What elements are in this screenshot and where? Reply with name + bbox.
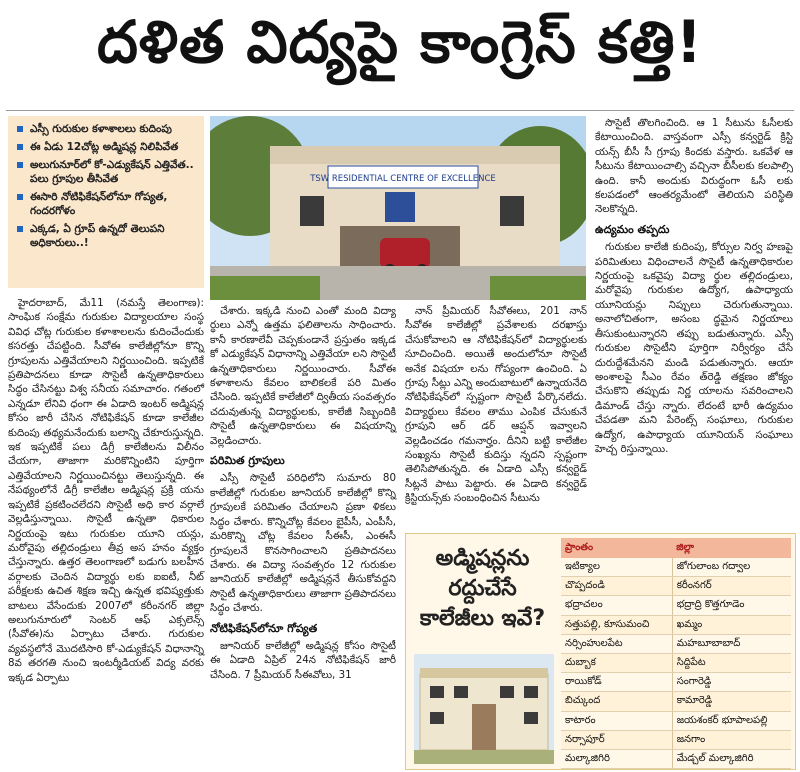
college-building-photo [210, 116, 586, 300]
paragraph: నాన్ ప్రీమియర్ సీవోఈలు, 201 నాన్ సీవోఈ కాలేజీల్లో ప్రవేశాలకు దరఖాస్తు చేసుకోవాలని ఆ నోటిఫికేషన్‌లో విద్యార్థులకు సూచించింది. అయితే అందులోనూ సొసైటీ అనేక విషయా లను గోప్యంగా ఉంచింది. ఏ గ్రూపు సీట్లు ఎన్ని అందుబాటులో ఉన్నాయనేది నోటిఫికేషన్‌లో స్పష్టంగా సొసైటీ పేర్కొనలేదు. విద్యార్థులు కేవలం తాము ఎంపిక చేసుకునే గ్రూపుని ఆర్ డర్ ఆప్షన్ ఇవ్వాలని వెల్లడించడం గమనార్హం. దీనిని బట్టి కాలేజీల సంఖ్యను సొసైటీ కుదిస్తు న్నదని స్పష్టంగా తెలిసిపోతున్నది. ఈ ఏడాది ఎస్సీ కన్వర్టెడ్ సీట్లనే పాటు పెట్టారు. ఈ ఏడాది కన్వర్టెడ్ క్రిస్టియన్స్‌కు సంబంధించిన సీటును [405, 305, 587, 505]
highlight-item: ఈ ఏడు 12చోట్ల అడ్మిషన్ల నిలిపివేత [14, 140, 198, 154]
building-sign: TSW RESIDENTIAL CENTRE OF EXCELLENCE [310, 174, 496, 184]
table-row [561, 596, 791, 615]
table-row [561, 558, 791, 577]
cell-place: భద్రాచలం [561, 596, 672, 615]
table-row [561, 749, 791, 768]
cell-place: మల్కాజిగిరి [561, 749, 672, 768]
cell-district: ఖమ్మం [672, 615, 791, 634]
column-header: ప్రాంతం [561, 538, 672, 558]
table-row [561, 615, 791, 634]
paragraph: సొసైటీ తొలగించింది. ఆ 1 సీటును ఓసీలకు కేటాయించింది. వాస్తవంగా ఎస్సీ కన్వర్టెడ్ క్రిస్టి యన్స్ బీసీ సీ గ్రూపు కిందకు వస్తారు. ఒకవేళ ఆ సీటును కేటాయించాల్సి వచ్చినా బీసీలకు కలపాల్సి ఉంది. కానీ అందుకు విరుద్ధంగా ఓసీ లకు కలపడంలో ఆంతర్యమేంటో తెలియని పరిస్థితి నెలకొన్నది. [595, 117, 793, 216]
cell-district: మహబూబాబాద్ [672, 634, 791, 653]
article-column-3 [405, 304, 587, 508]
college-thumbnail [414, 654, 554, 764]
highlight-item: ఎక్కడ, ఏ గ్రూప్ ఉన్నదో తెలుపని అధికారులు..! [14, 222, 198, 250]
paragraph: గురుకుల కాలేజీ కుదింపు, కోర్సుల నిర్వ హణపై పరిమితులు విధించాలనే సొసైటీ ఉన్నతాధికారుల నిర్ణయంపై ఒకవైపు విద్యా ర్థుల తల్లిదండ్రులు, మరోవైపు గురుకుల ఉద్యోగ, ఉపాధ్యాయ యూనియన్లు నిప్పులు చెరుగుతున్నాయి. అనాలోచితంగా, అసంబ ద్ధమైన నిర్ణయాలు తీసుకుంటున్నారని తప్పు బడుతున్నారు. ఎస్సీ గురుకుల సొసైటీని పూర్తిగా నిర్వీర్యం చేసే దురుద్దేశమేనని మండి పడుతున్నారు. ఆయా అంశాలపై సీఎం రేవం త్‌రెడ్డి తక్షణం జోక్యం చేసుకొని తప్పుడు నిర్ణ యాలను సవరించాలని డిమాండ్ చేస్తు న్నారు. లేదంటే భారీ ఉద్యమం చేపడతా మని పేరెంట్స్ సంఘాలు, గురుకుల ఉద్యోగ, ఉపాధ్యాయ యూనియన్ సంఘాలు హెచ్చ రిస్తున్నాయి. [595, 241, 793, 455]
highlight-item: అలుగునూర్‌లో కో-ఎడ్యుకేషన్ ఎత్తివేత.. పలు గ్రూపుల తీసివేత [14, 158, 198, 186]
cell-place: సత్తుపల్లి, కూసుమంచి [561, 615, 672, 634]
paragraph: హైదరాబాద్, మే11 (నమస్తే తెలంగాణ): సాంఘిక సంక్షేమ గురుకుల విద్యాలయాల సంస్థ వివిధ చోట్ల గురుకుల కళాశాలలను కుదించేందుకు కసరత్తు చేపట్టింది. సీవోఈ కాలేజీల్లోనూ కొన్ని గ్రూపులను ఎత్తివేయాలని నిర్ణయించింది. ఇప్పటికే ప్రతిపాదనలు కూడా సొసైటీ ఉన్నతాధికారులు సిద్ధం చేసినట్టు విశ్వ సనీయ సమాచారం. గతంలో ఎన్నడూ లేనివి ధంగా ఈ ఏడాది ఇంటర్ అడ్మిషన్ల కోసం జారీ చేసిన నోటిఫికేషన్ కూడా కాలేజీల కుదింపు తథ్యమనేందుకు బలాన్ని చేకూరుస్తున్నది. ఇక ఇప్పటికే పలు డిగ్రీ కాలేజీలను విలీనం చేయగా, తాజాగా మరికొన్నింటిని పూర్తిగా ఎత్తివేయాలని నిర్ణయించినట్టు తెలుస్తున్నది. ఈ నేపథ్యంలోనే డిగ్రీ కాలేజీల అడ్మిషన్ల ప్రక్రి యను ఇప్పటికే ప్రకటించలేదని సొసైటీ అధి కార వర్గాలే వెల్లడిస్తున్నాయి. సొసైటీ ఉన్నతా ధికారుల నిర్ణయంపై ఇటు గురుకుల యూని యన్లు, మరోవైపు తల్లిదండ్రులు తీవ్ర అస హనం వ్యక్తం చేస్తున్నారు. ఉత్తర తెలంగాణలో బడుగు బలహీన వర్గాలకు చెందిన విద్యార్థు లకు ఐఐటీ, నీట్ పరీక్షలకు ఉచిత శిక్షణ ఇచ్చి ఉన్నత భవిష్యత్తుకు బాటలు వేసేందుకు 2007లో కరీంనగర్ జిల్లా అలుగునూరులో సెంటర్ ఆఫ్ ఎక్సలెన్స్ (సీవోఈ)ను ఏర్పాటు చేశారు. గురుకుల వ్యవస్థలోనే మొదటిసారి కో-ఎడ్యుకేషన్ విధానాన్ని 8వ తరగతి నుంచి ఇంటర్మీడియట్ విద్య వరకు ఇక్కడ ఏర్పాటు [8, 297, 204, 684]
cell-place: నర్సాపూర్ [561, 730, 672, 749]
cell-place: నర్సింహులపేట [561, 634, 672, 653]
cell-place: చొప్పదండి [561, 577, 672, 596]
table-row [561, 673, 791, 692]
cell-district: భద్రాద్రి కొత్తగూడెం [672, 596, 791, 615]
sidebar-title: అడ్మిషన్లను రద్దుచేసే కాలేజీలు ఇవే? [419, 546, 546, 631]
article-column-1 [8, 296, 204, 687]
cell-district: సిద్దిపేట [672, 653, 791, 672]
cell-district: కామారెడ్డి [672, 692, 791, 711]
cell-place: రాయికోడ్ [561, 673, 672, 692]
cell-district: మేడ్చల్ మల్కాజిగిరి [672, 749, 791, 768]
subhead-agitation: ఉద్యమం తప్పదు [595, 222, 670, 236]
table-row [561, 730, 791, 749]
paragraph: ఎస్సీ సొసైటీ పరిధిలోని సుమారు 80 కాలేజీల్లో గురుకుల జూనియర్ కాలేజీల్లో కొన్ని గ్రూపులకే పరిమితం చేయాలని ప్రణా ళికలు సిద్ధం చేశారు. కొన్నిచోట్ల కేవలం బైపీసీ, ఎంపీసీ, మరికొన్ని చోట్ల కేవలం సీఈసీ, ఎంఈసీ గ్రూపులనే కొనసాగించాలని ప్రతిపాదనలు చేశారు. ఈ విద్యా సంవత్సరం 12 గురుకుల జూనియర్ కాలేజీల్లో అడ్మిషన్లనే తీసుకోవద్దని సొసైటీ ఉన్నతాధికారులు తాజాగా ప్రతిపాదనలు సిద్ధం చేశారు. [210, 472, 396, 615]
column-header: జిల్లా [672, 538, 791, 558]
cell-district: జయశంకర్ భూపాలపల్లి [672, 711, 791, 730]
cell-place: బిచ్కుంద [561, 692, 672, 711]
colleges-table [561, 538, 791, 769]
table-row [561, 634, 791, 653]
table-row [561, 711, 791, 730]
cell-place: దుబ్బాక [561, 653, 672, 672]
table-row [561, 692, 791, 711]
highlight-item: ఎస్సీ గురుకుల కళాశాలలు కుదింపు [14, 122, 198, 136]
highlights-box [8, 116, 204, 288]
headline-text: దళిత విద్యపై కాంగ్రెస్ కత్తి! [96, 8, 704, 76]
cell-place: కాటారం [561, 711, 672, 730]
paragraph: చేశారు. ఇక్కడి నుంచి ఎంతో మంది విద్యా ర్థులు ఎన్నో ఉత్తమ ఫలితాలను సాధించారు. కానీ కారణాలేవీ చెప్పకుండానే ప్రస్తుతం ఇక్కడ కో ఎడ్యుకేషన్ విధానాన్ని ఎత్తివేయా లని సొసైటీ ఉన్నతాధికారులు నిర్ణయించారు. సీవోఈ కళాశాలను కేవలం బాలికలకే పరి మితం చేసింది. ఇప్పటికే కాలేజీలో ద్వితీయ సంవత్సరం చదువుతున్న విద్యార్థులకు, కాలేజీ సిబ్బందికి సొసైటీ ఉన్నతాధికారులు ఈ విషయాన్ని వెల్లడించారు. [210, 305, 397, 447]
article-column-2 [210, 304, 396, 684]
paragraph: జూనియర్ కాలేజీల్లో అడ్మిషన్ల కోసం సొసైటీ ఈ ఏడాది ఏప్రిల్ 24న నోటిఫికేషన్ జారీ చేసింది. 7 ప్రీమియర్ సీఈవోలు, 31 [210, 639, 396, 681]
article-column-4 [595, 116, 793, 458]
highlight-item: ఈసారి నోటిఫికేషన్‌లోనూ గోప్యత, గందరగోళం [14, 190, 198, 218]
cell-district: సంగారెడ్డి [672, 673, 791, 692]
table-row [561, 653, 791, 672]
subhead-notification-secrecy: నోటిఫికేషన్‌లోనూ గోప్యత [210, 621, 318, 635]
cell-district: జోగులాంబ గద్వాల [672, 558, 791, 577]
table-row [561, 577, 791, 596]
cell-place: ఇటిక్యాల [561, 558, 672, 577]
colleges-sidebar [405, 533, 796, 770]
headline-rule [6, 110, 794, 111]
headline [0, 0, 800, 112]
cell-district: జనగాం [672, 730, 791, 749]
cell-district: కరీంనగర్ [672, 577, 791, 596]
subhead-limited-groups: పరిమిత గ్రూపులు [210, 454, 285, 468]
